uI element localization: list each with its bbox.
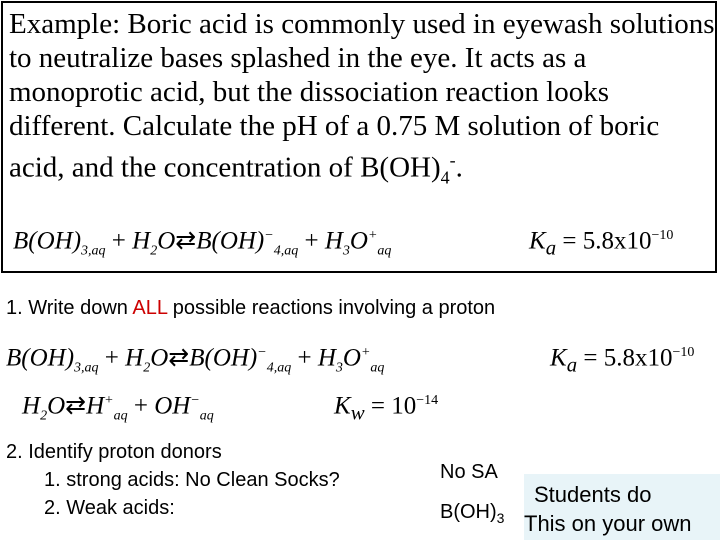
kw-expression — [334, 386, 438, 427]
ka-sub: a — [545, 235, 557, 260]
step-1-text: 1. Write down — [6, 297, 133, 319]
ka-value: = 5.8x10 — [577, 344, 673, 372]
note-line-2: This on your own — [524, 511, 692, 536]
student-note-box — [524, 474, 720, 540]
step-1-highlight: ALL — [132, 297, 168, 319]
eq-sub: aq — [370, 360, 385, 376]
eq-term: B(OH) — [189, 344, 258, 372]
answer-no-strong-acid: No SA — [440, 461, 498, 483]
eq-term: B(OH) — [196, 227, 265, 255]
eq-plus: + — [105, 227, 133, 255]
ka-symbol: K — [529, 227, 546, 255]
boric-acid-reaction — [13, 221, 391, 266]
eq-sup: + — [360, 345, 371, 360]
example-sub: 4 — [440, 167, 450, 188]
step-2-item-weak-acids: 2. Weak acids: — [44, 497, 175, 519]
eq-term: O — [157, 227, 176, 255]
water-autoionization-reaction — [22, 386, 214, 431]
eq-plus: + — [298, 227, 325, 255]
equilibrium-arrow-icon: ⇄ — [175, 227, 197, 255]
example-end: . — [455, 151, 463, 184]
ka-exponent: −10 — [672, 345, 695, 360]
eq-term: O — [47, 392, 66, 420]
eq-term: O — [150, 344, 169, 372]
eq-sub: aq — [113, 408, 128, 424]
eq-plus: + — [127, 392, 155, 420]
eq-plus: + — [98, 344, 126, 372]
eq-term: O — [349, 227, 368, 255]
eq-sub: 3 — [342, 243, 350, 259]
eq-sup: + — [104, 393, 114, 408]
ka-expression — [550, 338, 694, 379]
kw-sub: w — [350, 400, 365, 425]
eq-sub: 2 — [150, 243, 158, 259]
equilibrium-arrow-icon: ⇄ — [65, 392, 87, 420]
eq-term: B(OH) — [6, 344, 75, 372]
eq-sub: 4,aq — [266, 360, 292, 376]
eq-term: H — [317, 344, 336, 372]
note-line-1: Students do — [534, 482, 652, 507]
eq-term: H — [132, 227, 151, 255]
eq-term: B(OH) — [13, 227, 82, 255]
eq-term: OH — [154, 392, 191, 420]
example-box — [1, 1, 717, 273]
eq-term: H — [125, 344, 144, 372]
example-statement — [9, 7, 715, 194]
eq-term: H — [86, 392, 105, 420]
eq-sup: − — [190, 393, 200, 408]
example-text: Example: Boric acid is commonly used in eyewash solutions to neutralize bases splashed in the eye. It acts as a monoprotic acid, but the dissociation reaction looks different. Calculate the pH of a 0.75 M solution of boric acid, and the concentration of B(OH) — [9, 8, 715, 184]
kw-value: = 10 — [364, 392, 417, 420]
ka-exponent: −10 — [651, 228, 674, 243]
eq-sub: 3 — [335, 360, 343, 376]
eq-sub: aq — [199, 408, 214, 424]
eq-plus: + — [291, 344, 318, 372]
eq-sub: 2 — [40, 408, 48, 424]
step-2-item-strong-acids: 1. strong acids: No Clean Socks? — [44, 469, 340, 491]
kw-symbol: K — [334, 392, 351, 420]
eq-sub: aq — [377, 243, 392, 259]
boric-acid-reaction-2 — [6, 338, 384, 383]
eq-sup: − — [257, 345, 267, 360]
eq-term: H — [324, 227, 343, 255]
ka-value: = 5.8x10 — [556, 227, 652, 255]
step-2: 2. Identify proton donors — [6, 441, 222, 463]
example-sup: - — [449, 150, 456, 170]
answer-weak-acid-formula: B(OH) — [440, 501, 497, 523]
eq-sub: 3,aq — [74, 360, 99, 376]
step-1-text-end: possible reactions involving a proton — [167, 297, 496, 319]
equilibrium-arrow-icon: ⇄ — [168, 344, 190, 372]
kw-exponent: −14 — [416, 393, 439, 408]
eq-sub: 2 — [143, 360, 151, 376]
ka-symbol: K — [550, 344, 567, 372]
answer-weak-acid — [440, 500, 504, 530]
eq-term: H — [22, 392, 41, 420]
eq-sup: + — [367, 228, 378, 243]
answer-weak-acid-sub: 3 — [496, 510, 505, 526]
eq-term: O — [342, 344, 361, 372]
ka-sub: a — [566, 352, 578, 377]
eq-sup: − — [264, 228, 274, 243]
step-1 — [6, 296, 495, 320]
eq-sub: 4,aq — [273, 243, 299, 259]
eq-sub: 3,aq — [81, 243, 106, 259]
ka-expression-box — [529, 221, 673, 262]
